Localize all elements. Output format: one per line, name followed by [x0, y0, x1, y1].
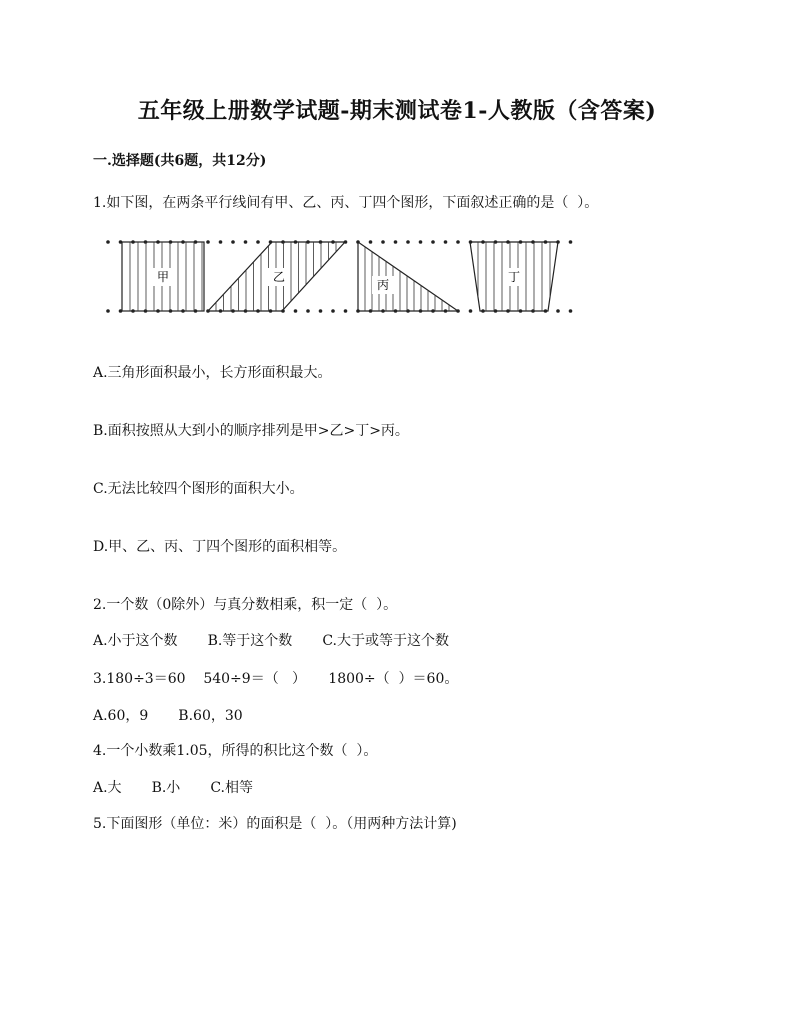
page-title: 五年级上册数学试题-期末测试卷1-人教版（含答案) — [137, 98, 657, 124]
question-2-options — [93, 630, 449, 650]
question-3-option-a: A.60，9 — [93, 708, 149, 724]
question-1-option-a: A.三角形面积最小，长方形面积最大。 — [93, 365, 332, 381]
parallel-lines-figure — [100, 232, 580, 322]
section-heading: 一.选择题(共6题，共12分) — [93, 153, 267, 169]
label-bing: 丙 — [376, 278, 390, 292]
label-ding: 丁 — [507, 270, 521, 284]
question-1-option-c: C.无法比较四个图形的面积大小。 — [93, 481, 304, 497]
label-yi: 乙 — [272, 270, 286, 284]
shape-ding-trapezoid — [470, 242, 558, 311]
question-3-stem: 3.180÷3＝60 540÷9＝（ ） 1800÷（ ）＝60。 — [93, 671, 459, 687]
question-1-stem: 1.如下图，在两条平行线间有甲、乙、丙、丁四个图形，下面叙述正确的是（ ）。 — [93, 195, 599, 211]
question-4-option-c: C.相等 — [210, 780, 253, 796]
question-5-stem: 5.下面图形（单位：米）的面积是（ ）。（用两种方法计算) — [93, 816, 457, 832]
question-4-option-b: B.小 — [151, 780, 181, 796]
question-4-options — [93, 777, 253, 797]
label-jia: 甲 — [156, 270, 170, 284]
shape-bing-triangle — [358, 242, 458, 311]
question-1-option-d: D.甲、乙、丙、丁四个图形的面积相等。 — [93, 539, 347, 555]
question-3-option-b: B.60，30 — [178, 708, 243, 724]
question-2-stem: 2.一个数（0除外）与真分数相乘，积一定（ ）。 — [93, 597, 398, 613]
question-2-option-c: C.大于或等于这个数 — [322, 633, 449, 649]
question-3-options — [93, 705, 243, 725]
question-2-option-a: A.小于这个数 — [93, 633, 178, 649]
question-4-option-a: A.大 — [93, 780, 122, 796]
question-2-option-b: B.等于这个数 — [207, 633, 293, 649]
shape-jia-rectangle — [122, 242, 204, 311]
question-1-option-b: B.面积按照从大到小的顺序排列是甲>乙>丁>丙。 — [93, 423, 409, 439]
question-4-stem: 4.一个小数乘1.05，所得的积比这个数（ ）。 — [93, 743, 378, 759]
shape-yi-parallelogram — [208, 242, 345, 311]
